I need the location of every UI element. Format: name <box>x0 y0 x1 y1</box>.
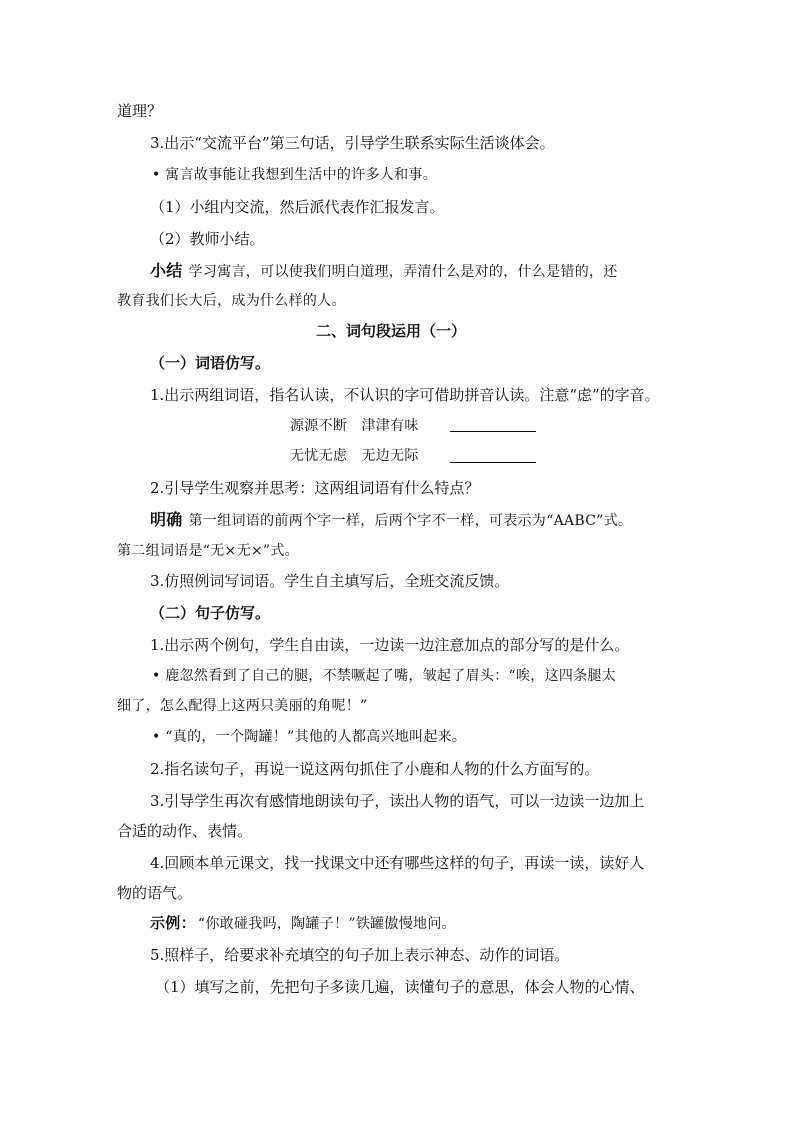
text-line: （1）填写之前，先把句子多读几遍，读懂句子的意思，体会人物的心情、 <box>155 978 645 996</box>
example-sentence: • 寓言故事能让我想到生活中的许多人和事。 <box>152 167 438 183</box>
text-line: （2）教师小结。 <box>150 230 265 248</box>
text-line: 第二组词语是“无×无×”式。 <box>117 543 299 559</box>
text-line: 3.出示“交流平台”第三句话，引导学生联系实际生活谈体会。 <box>150 134 555 152</box>
text-line: 教育我们长大后，成为什么样的人。 <box>117 293 346 309</box>
summary-text: 学习寓言，可以使我们明白道理，弄清什么是对的，什么是错的，还 <box>188 264 618 280</box>
text-line: 2.指名读句子，再说一说这两句抓住了小鹿和人物的什么方面写的。 <box>150 760 600 778</box>
example-sentence: • “真的，一个陶罐！”其他的人都高兴地叫起来。 <box>152 729 467 745</box>
example-line <box>150 913 456 934</box>
text-line: 合适的动作、表情。 <box>117 822 253 840</box>
text-line: 物的语气。 <box>117 884 193 902</box>
summary-label: 小结 <box>150 261 183 280</box>
summary-line <box>150 261 618 282</box>
word-group: 无忧无虑 无边无际 <box>290 448 419 464</box>
example-sentence: • 鹿忽然看到了自己的腿，不禁噘起了嘴，皱起了眉头：“唉，这四条腿太 <box>152 668 617 684</box>
text-line: 2.引导学生观察并思考：这两组词语有什么特点？ <box>150 479 480 497</box>
clarify-text: 第一组词语的前两个字一样，后两个字不一样，可表示为“AABC”式。 <box>188 513 633 529</box>
text-line: 5.照样子，给要求补充填空的句子加上表示神态、动作的词语。 <box>150 946 570 964</box>
clarify-label: 明确 <box>150 510 183 529</box>
subsection-heading: （一）词语仿写。 <box>150 354 271 372</box>
text-line: 1.出示两组词语，指名认读，不认识的字可借助拼音认读。注意“虑”的字音。 <box>150 386 660 404</box>
example-sentence-cont: 细了，怎么配得上这两只美丽的角呢！” <box>117 698 368 714</box>
text-line: 3.仿照例词写词语。学生自主填写后，全班交流反馈。 <box>150 572 510 590</box>
fill-blank <box>450 462 536 463</box>
text-line: 道理？ <box>117 102 163 120</box>
subsection-heading: （二）句子仿写。 <box>150 604 271 622</box>
text-line: 1.出示两个例句，学生自由读，一边读一边注意加点的部分写的是什么。 <box>150 636 630 654</box>
word-group: 源源不断 津津有味 <box>290 418 419 434</box>
text-line: 4.回顾本单元课文，找一找课文中还有哪些这样的句子，再读一读，读好人 <box>150 854 645 872</box>
fill-blank <box>450 431 536 432</box>
text-line: 3.引导学生再次有感情地朗读句子，读出人物的语气，可以一边读一边加上 <box>150 792 645 810</box>
section-heading: 二、词句段运用（一） <box>316 322 467 340</box>
text-line: （1）小组内交流，然后派代表作汇报发言。 <box>150 198 445 216</box>
example-text: “你敢碰我吗，陶罐子！”铁罐傲慢地问。 <box>197 916 456 932</box>
clarify-line <box>150 510 632 531</box>
example-label: 示例： <box>150 914 196 932</box>
